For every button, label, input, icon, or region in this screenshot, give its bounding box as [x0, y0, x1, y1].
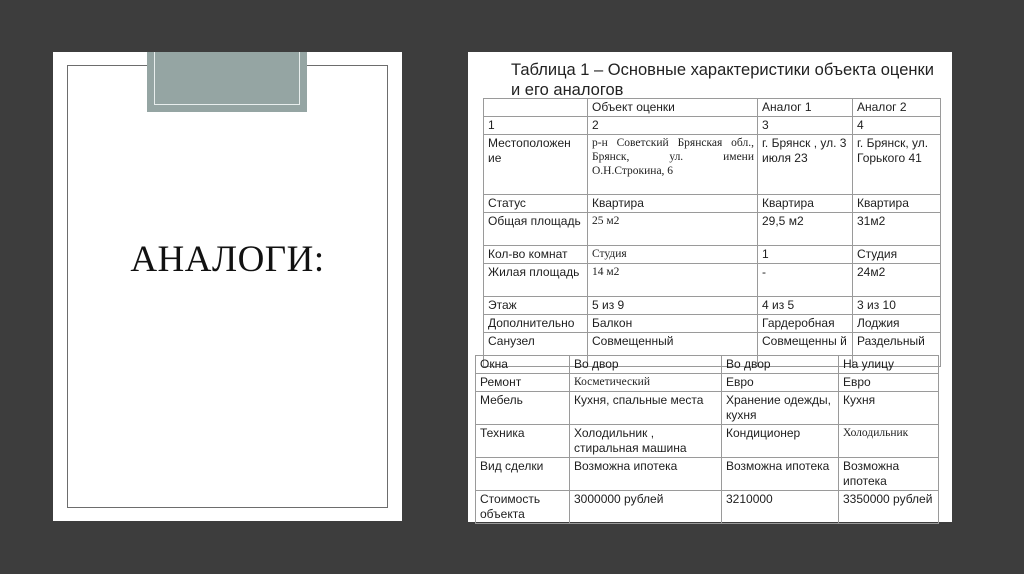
table-cell: Техника	[476, 425, 570, 458]
table-cell: р-н Советский Брянская обл., Брянск, ул. имени О.Н.Строкина, 6	[588, 135, 758, 195]
table-cell: Квартира	[853, 195, 941, 213]
table-row	[484, 135, 941, 195]
table-row	[476, 491, 939, 524]
characteristics-table	[483, 98, 941, 367]
table-cell: 4	[853, 117, 941, 135]
table-cell: г. Брянск , ул. 3 июля 23	[758, 135, 853, 195]
table-cell: -	[758, 264, 853, 297]
table-cell: Возможна ипотека	[722, 458, 839, 491]
card-tab-inner-frame	[154, 52, 300, 105]
table-cell: Совмещенны й	[758, 333, 853, 367]
table-cell: Возможна ипотека	[570, 458, 722, 491]
table-cell: Возможна ипотека	[839, 458, 939, 491]
table-cell: Гардеробная	[758, 315, 853, 333]
table-cell: На улицу	[839, 356, 939, 374]
table-cell: Санузел	[484, 333, 588, 367]
table-cell: Мебель	[476, 392, 570, 425]
table-header-cell: Аналог 2	[853, 99, 941, 117]
table-cell: Кухня	[839, 392, 939, 425]
table-cell: Ремонт	[476, 374, 570, 392]
table-cell: Хранение одежды, кухня	[722, 392, 839, 425]
table-cell: 29,5 м2	[758, 213, 853, 246]
slide-title: АНАЛОГИ:	[130, 239, 325, 280]
table-cell: Стоимость объекта	[476, 491, 570, 524]
table-cell: Кол-во комнат	[484, 246, 588, 264]
table-cell: Во двор	[722, 356, 839, 374]
table-cell: 3210000	[722, 491, 839, 524]
table-cell: Студия	[853, 246, 941, 264]
title-card	[53, 52, 402, 521]
table-header-cell	[484, 99, 588, 117]
table-row	[484, 297, 941, 315]
table-cell: Во двор	[570, 356, 722, 374]
table-cell: Холодильник	[839, 425, 939, 458]
table-cell: Студия	[588, 246, 758, 264]
table-document	[468, 52, 952, 522]
table-row	[476, 356, 939, 374]
table-cell: 1	[484, 117, 588, 135]
table-cell: Квартира	[758, 195, 853, 213]
table-header-cell: Аналог 1	[758, 99, 853, 117]
table-row	[484, 195, 941, 213]
table-cell: 3 из 10	[853, 297, 941, 315]
table-cell: 3350000 рублей	[839, 491, 939, 524]
table-cell: 31м2	[853, 213, 941, 246]
table-row	[484, 213, 941, 246]
table-cell: Жилая площадь	[484, 264, 588, 297]
table-cell: Кухня, спальные места	[570, 392, 722, 425]
table-cell: Холодильник , стиральная машина	[570, 425, 722, 458]
table-cell: Лоджия	[853, 315, 941, 333]
table-cell: Балкон	[588, 315, 758, 333]
table-header-cell: Объект оценки	[588, 99, 758, 117]
table-cell: 14 м2	[588, 264, 758, 297]
characteristics-table-continued	[475, 355, 939, 524]
table-row	[484, 264, 941, 297]
table-cell: Вид сделки	[476, 458, 570, 491]
table-cell: Косметический	[570, 374, 722, 392]
table-caption: Таблица 1 – Основные характеристики объекта оценки и его аналогов	[511, 61, 934, 99]
card-tab-decoration	[147, 52, 307, 112]
table-cell: г. Брянск, ул. Горького 41	[853, 135, 941, 195]
card-frame	[67, 65, 388, 508]
table-cell: 25 м2	[588, 213, 758, 246]
table-cell: Окна	[476, 356, 570, 374]
table-row	[476, 425, 939, 458]
table-row	[476, 458, 939, 491]
table-cell: Дополнительно	[484, 315, 588, 333]
table-cell: Раздельный	[853, 333, 941, 367]
table-cell: Квартира	[588, 195, 758, 213]
table-cell: 24м2	[853, 264, 941, 297]
table-cell: Евро	[722, 374, 839, 392]
table-row	[484, 315, 941, 333]
table-cell: Евро	[839, 374, 939, 392]
table-header-row	[484, 99, 941, 117]
table-cell: Местоположен ие	[484, 135, 588, 195]
table-row	[484, 117, 941, 135]
table-row	[476, 392, 939, 425]
table-row	[476, 374, 939, 392]
table-cell: Кондиционер	[722, 425, 839, 458]
table-cell: Совмещенный	[588, 333, 758, 367]
table-cell: Статус	[484, 195, 588, 213]
table-cell: Общая площадь	[484, 213, 588, 246]
table-row	[484, 246, 941, 264]
table-cell: 1	[758, 246, 853, 264]
table-cell: 5 из 9	[588, 297, 758, 315]
table-cell: 2	[588, 117, 758, 135]
table-cell: 3000000 рублей	[570, 491, 722, 524]
table-cell: 4 из 5	[758, 297, 853, 315]
table-cell: 3	[758, 117, 853, 135]
table-cell: Этаж	[484, 297, 588, 315]
